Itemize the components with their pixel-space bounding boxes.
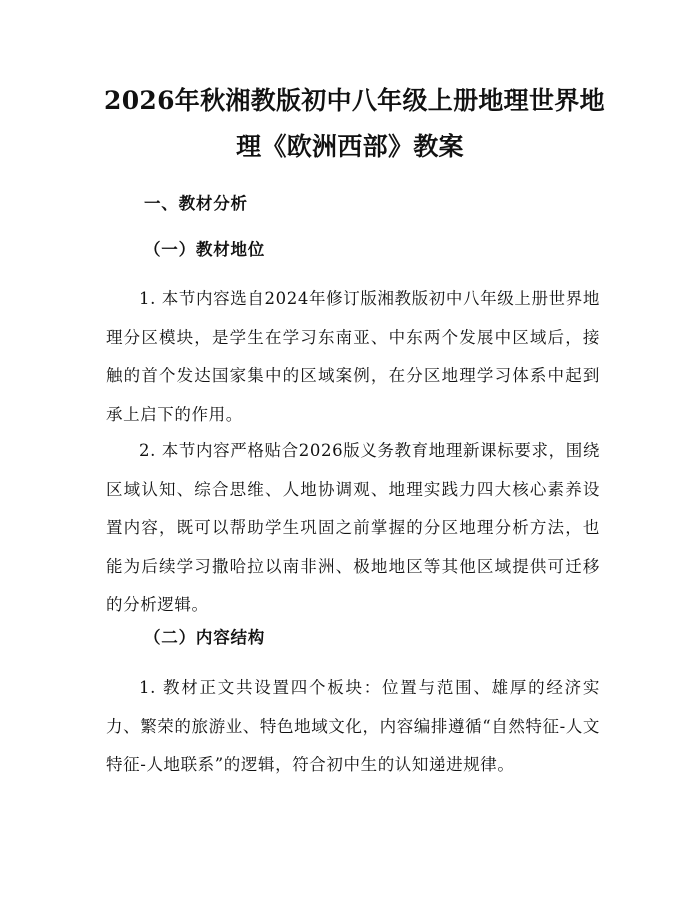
document-title-line-1: 2026年秋湘教版初中八年级上册地理世界地 [104,86,605,115]
document-title-line-2: 理《欧洲西部》教案 [236,132,464,161]
paragraph-material-position-1: 1. 本节内容选自2024年修订版湘教版初中八年级上册世界地理分区模块，是学生在学习东南亚、中东两个发展中区域后，接触的首个发达国家集中的区域案例，在分区地理学习体系中起到承上启下的作用。 [106,289,600,424]
subsection-heading-content-structure: （二）内容结构 [144,628,266,647]
paragraph-content-structure-1: 1. 教材正文共设置四个板块：位置与范围、雄厚的经济实力、繁荣的旅游业、特色地域文化，内容编排遵循“自然特征-人文特征-人地联系”的逻辑，符合初中生的认知递进规律。 [106,678,601,774]
paragraph-material-position-2: 2. 本节内容严格贴合2026版义务教育地理新课标要求，围绕区域认知、综合思维、人地协调观、地理实践力四大核心素养设置内容，既可以帮助学生巩固之前掌握的分区地理分析方法，也能为后续学习撒哈拉以南非洲、极地地区等其他区域提供可迁移的分析逻辑。 [106,441,600,614]
section-heading-teaching-material-analysis: 一、教材分析 [144,194,248,213]
subsection-heading-material-position: （一）教材地位 [144,240,266,259]
